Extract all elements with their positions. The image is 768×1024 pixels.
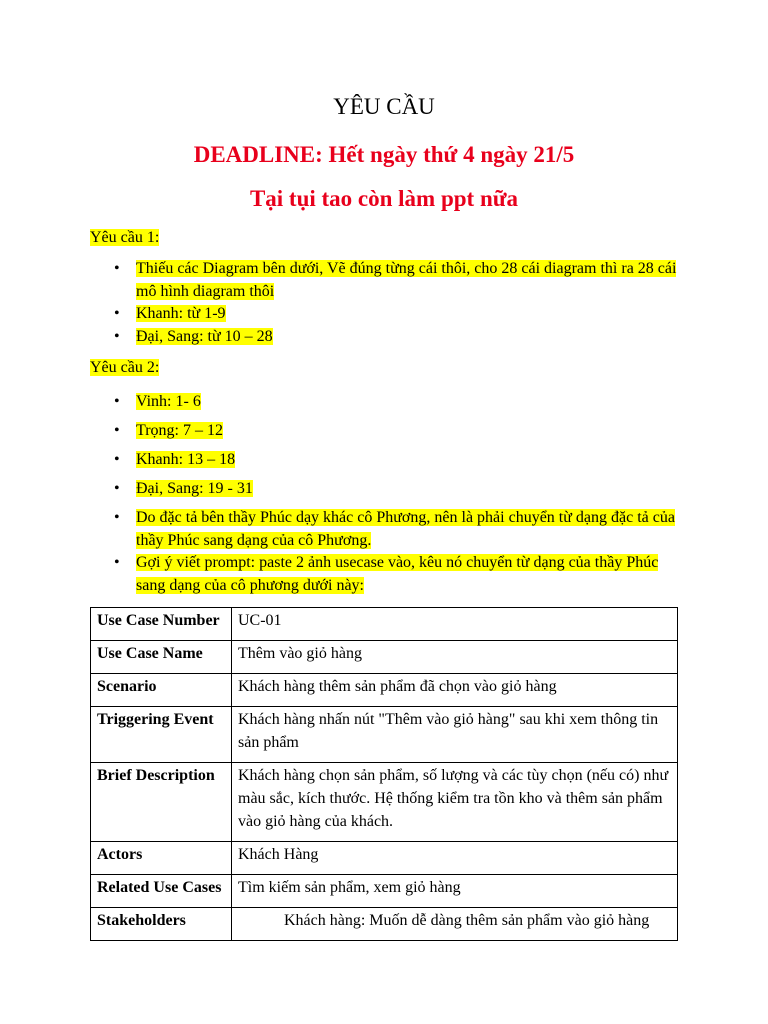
list-item: • Do đặc tả bên thầy Phúc dạy khác cô Phương, nên là phải chuyển từ dạng đặc tả của thầy Phúc sang dạng của cô Phương. <box>90 507 678 552</box>
table-key: Triggering Event <box>91 707 232 763</box>
table-row <box>91 641 678 674</box>
list-item: • Gợi ý viết prompt: paste 2 ảnh usecase vào, kêu nó chuyển từ dạng của thầy Phúc sang dạng của cô phương dưới này: <box>90 552 678 597</box>
table-value: Khách Hàng <box>232 842 678 875</box>
requirement-2-list <box>90 391 678 597</box>
table-value: Khách hàng chọn sản phẩm, số lượng và các tùy chọn (nếu có) như màu sắc, kích thước. Hệ thống kiểm tra tồn kho và thêm sản phẩm vào giỏ hàng của khách. <box>232 763 678 842</box>
list-item: • Đại, Sang: 19 - 31 <box>90 478 678 501</box>
list-item: • Thiếu các Diagram bên dưới, Vẽ đúng từng cái thôi, cho 28 cái diagram thì ra 28 cái mô hình diagram thôi <box>90 258 678 303</box>
list-item: • Đại, Sang: từ 10 – 28 <box>90 326 678 349</box>
table-value: Khách hàng thêm sản phẩm đã chọn vào giỏ hàng <box>232 674 678 707</box>
list-item: • Khanh: từ 1-9 <box>90 303 678 326</box>
requirement-1-list <box>90 258 678 348</box>
table-row <box>91 763 678 842</box>
page-title: YÊU CẦU <box>333 94 435 119</box>
table-row <box>91 674 678 707</box>
table-key: Related Use Cases <box>91 875 232 908</box>
table-key: Use Case Number <box>91 608 232 641</box>
list-item: • Khanh: 13 – 18 <box>90 449 678 472</box>
table-key: Use Case Name <box>91 641 232 674</box>
table-key: Scenario <box>91 674 232 707</box>
table-value: Khách hàng nhấn nút "Thêm vào giỏ hàng" sau khi xem thông tin sản phẩm <box>232 707 678 763</box>
table-row <box>91 707 678 763</box>
table-value: Thêm vào giỏ hàng <box>232 641 678 674</box>
requirement-1-label: Yêu cầu 1: <box>90 229 160 246</box>
list-item: • Vinh: 1- 6 <box>90 391 678 414</box>
table-value: Khách hàng: Muốn dễ dàng thêm sản phẩm vào giỏ hàng <box>232 908 678 941</box>
deadline-heading: DEADLINE: Hết ngày thứ 4 ngày 21/5 <box>193 142 575 167</box>
deadline-note: Tại tụi tao còn làm ppt nữa <box>249 186 519 211</box>
table-key: Stakeholders <box>91 908 232 941</box>
table-row <box>91 842 678 875</box>
requirement-2-label: Yêu cầu 2: <box>90 359 160 376</box>
table-row <box>91 875 678 908</box>
table-row <box>91 608 678 641</box>
list-item: • Trọng: 7 – 12 <box>90 420 678 443</box>
table-value: Tìm kiếm sản phẩm, xem giỏ hàng <box>232 875 678 908</box>
table-value: UC-01 <box>232 608 678 641</box>
table-row <box>91 908 678 941</box>
use-case-table <box>90 607 678 941</box>
table-key: Actors <box>91 842 232 875</box>
table-key: Brief Description <box>91 763 232 842</box>
